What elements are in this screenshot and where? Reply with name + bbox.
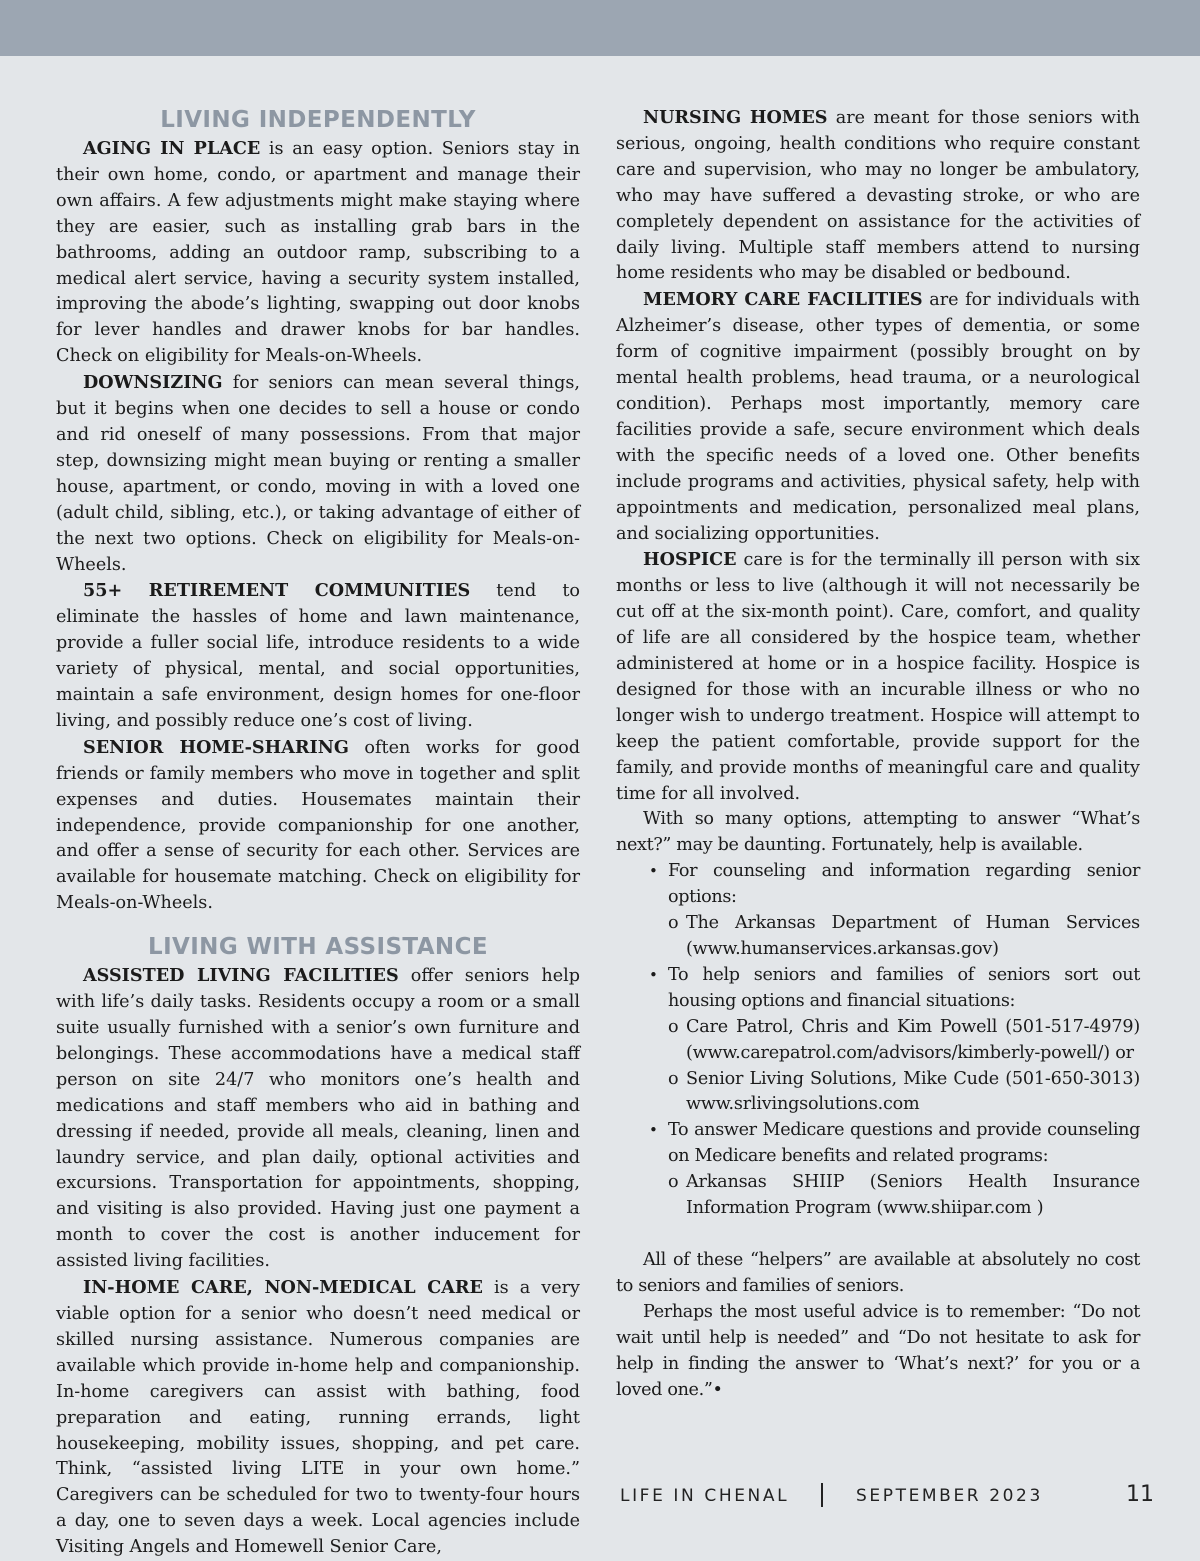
lead-retirement-communities: 55+ RETIREMENT COMMUNITIES — [83, 580, 471, 602]
magazine-name: LIFE IN CHENAL — [620, 1486, 790, 1506]
paragraph-home-sharing — [56, 735, 580, 917]
lead-nursing-homes: NURSING HOMES — [643, 107, 828, 128]
resource-list — [616, 859, 1140, 1222]
resource-counseling — [616, 859, 1140, 963]
text-retirement-communities: tend to eliminate the hassles of home and lawn maintenance, provide a fuller social life, introduce residents to a wide variety of physical, mental, and social opportunities, maintain a safe environment, design homes for one-floor living, and possibly reduce one’s cost of living. — [56, 581, 580, 731]
left-column — [56, 104, 580, 1561]
text-hospice: care is for the terminally ill person with six months or less to live (although it will not necessarily be cut off at the six-month point). Care, comfort, and quality of life are all considered by the hospice team, whether administered at home or in a hospice facility. Hospice is designed for those with an incurable illness or who no longer wish to undergo treatment. Hospice will attempt to keep the patient comfortable, provide support for the family, and provide months of meaningful care and quality time for all involved. — [616, 550, 1140, 804]
text-downsizing: for seniors can mean several things, but it begins when one decides to sell a house or condo and rid oneself of many possessions. From that major step, downsizing might mean buying or renting a smaller house, apartment, or condo, moving in with a loved one (adult child, sibling, etc.), or taking advantage of either of the next two options. Check on eligibility for Meals-on-Wheels. — [56, 373, 580, 575]
text-in-home-care: is a very viable option for a senior who doesn’t need medical or skilled nursing assistance. Numerous companies are available which provide in-home help and companionship. In-home caregivers can assist with bathing, food preparation and eating, running errands, light housekeeping, mobility issues, shopping, and pet care. Think, “assisted living LITE in your own home.” Caregivers can be scheduled for two to twenty-four hours a day, one to seven days a week. Local agencies include Visiting Angels and Homewell Senior Care, — [56, 1278, 580, 1558]
resource-heading: To answer Medicare questions and provide counseling on Medicare benefits and related programs: — [668, 1120, 1140, 1167]
section-heading-living-with-assistance: LIVING WITH ASSISTANCE — [148, 934, 488, 961]
paragraph-options: With so many options, attempting to answer “What’s next?” may be daunting. Fortunately, help is available. — [616, 809, 1140, 856]
paragraph-hospice — [616, 547, 1140, 807]
paragraph-advice: Perhaps the most useful advice is to remember: “Do not wait until help is needed” and “Do not hesitate to ask for help in finding the answer to ‘What’s next?’ for you or a loved one.”• — [616, 1301, 1140, 1400]
paragraph-memory-care — [616, 287, 1140, 547]
top-banner — [0, 0, 1200, 56]
text-nursing-homes: are meant for those seniors with serious, ongoing, health conditions who require constant care and supervision, who may no longer be ambulatory, who may have suffered a devasting stroke, or who are completely dependent on assistance for the activities of daily living. Multiple staff members attend to nursing home residents who may be disabled or bedbound. — [616, 108, 1140, 284]
resource-item: o Care Patrol, Chris and Kim Powell (501-517-4979) (www.carepatrol.com/advisors/kimberly-powell/) or — [668, 1015, 1140, 1067]
text-aging-in-place: is an easy option. Seniors stay in their own home, condo, or apartment and manage their own affairs. A few adjustments might make staying where they are easier, such as installing grab bars in the bathrooms, adding an outdoor ramp, subscribing to a medical alert service, having a security system installed, improving the abode’s lighting, swapping out door knobs for lever handles and drawer knobs for bar handles. Check on eligibility for Meals-on-Wheels. — [56, 139, 580, 367]
paragraph-nursing-homes — [616, 105, 1140, 287]
resource-heading: For counseling and information regarding senior options: — [668, 861, 1140, 908]
text-memory-care: are for individuals with Alzheimer’s disease, other types of dementia, or some form of cognitive impairment (possibly brought on by mental health problems, head trauma, or a neurological condition). Perhaps most importantly, memory care facilities provide a safe, secure environment which deals with the specific needs of a loved one. Other benefits include programs and activities, physical safety, help with appointments and medication, personalized meal plans, and socializing opportunities. — [616, 290, 1140, 544]
spacer — [616, 1222, 1140, 1248]
lead-downsizing: DOWNSIZING — [83, 372, 223, 394]
section-heading-living-independently: LIVING INDEPENDENTLY — [160, 107, 476, 133]
issue-date: SEPTEMBER 2023 — [856, 1486, 1043, 1506]
resource-sublist — [668, 1170, 1140, 1222]
resource-housing — [616, 963, 1140, 1118]
lead-in-home-care: IN-HOME CARE, NON-MEDICAL CARE — [83, 1277, 483, 1299]
right-column — [616, 105, 1140, 1403]
lead-hospice: HOSPICE — [643, 549, 737, 571]
text-assisted-living: offer seniors help with life’s daily tasks. Residents occupy a room or a small suite usually furnished with a senior’s own furniture and belongings. These accommodations have a medical staff person on site 24/7 who monitors one’s health and medications and staff members who aid in bathing and dressing if needed, provide all meals, cleaning, linen and laundry service, and plan daily, optional activities and excursions. Transportation for appointments, shopping, and visiting is also provided. Having just one payment a month to cover the cost is another inducement for assisted living facilities. — [56, 966, 580, 1272]
resource-sublist — [668, 1015, 1140, 1119]
resource-item: o Arkansas SHIIP (Seniors Health Insurance Information Program (www.shiipar.com ) — [668, 1170, 1140, 1222]
paragraph-aging-in-place — [56, 136, 580, 370]
paragraph-downsizing — [56, 370, 580, 578]
resource-item: o The Arkansas Department of Human Services (www.humanservices.arkansas.gov) — [668, 911, 1140, 963]
page-number: 11 — [1126, 1482, 1154, 1507]
page-footer — [600, 1480, 1160, 1514]
text-home-sharing: often works for good friends or family members who move in together and split expenses and duties. Housemates maintain their independence, provide companionship for one another, and offer a sense of security for each other. Services are available for housemate matching. Check on eligibility for Meals-on-Wheels. — [56, 737, 581, 914]
paragraph-in-home-care — [56, 1275, 580, 1561]
lead-home-sharing: SENIOR HOME-SHARING — [83, 736, 349, 758]
resource-heading: To help seniors and families of seniors sort out housing options and financial situations: — [668, 964, 1140, 1011]
resource-medicare — [616, 1118, 1140, 1222]
paragraph-helpers: All of these “helpers” are available at absolutely no cost to seniors and families of seniors. — [616, 1249, 1140, 1296]
resource-sublist — [668, 911, 1140, 963]
footer-divider — [821, 1483, 823, 1507]
lead-aging-in-place: AGING IN PLACE — [83, 138, 261, 159]
lead-memory-care: MEMORY CARE FACILITIES — [643, 289, 923, 311]
lead-assisted-living: ASSISTED LIVING FACILITIES — [83, 965, 399, 987]
paragraph-retirement-communities — [56, 578, 580, 734]
paragraph-assisted-living — [56, 963, 580, 1275]
resource-item: o Senior Living Solutions, Mike Cude (501-650-3013) www.srlivingsolutions.com — [668, 1067, 1140, 1119]
